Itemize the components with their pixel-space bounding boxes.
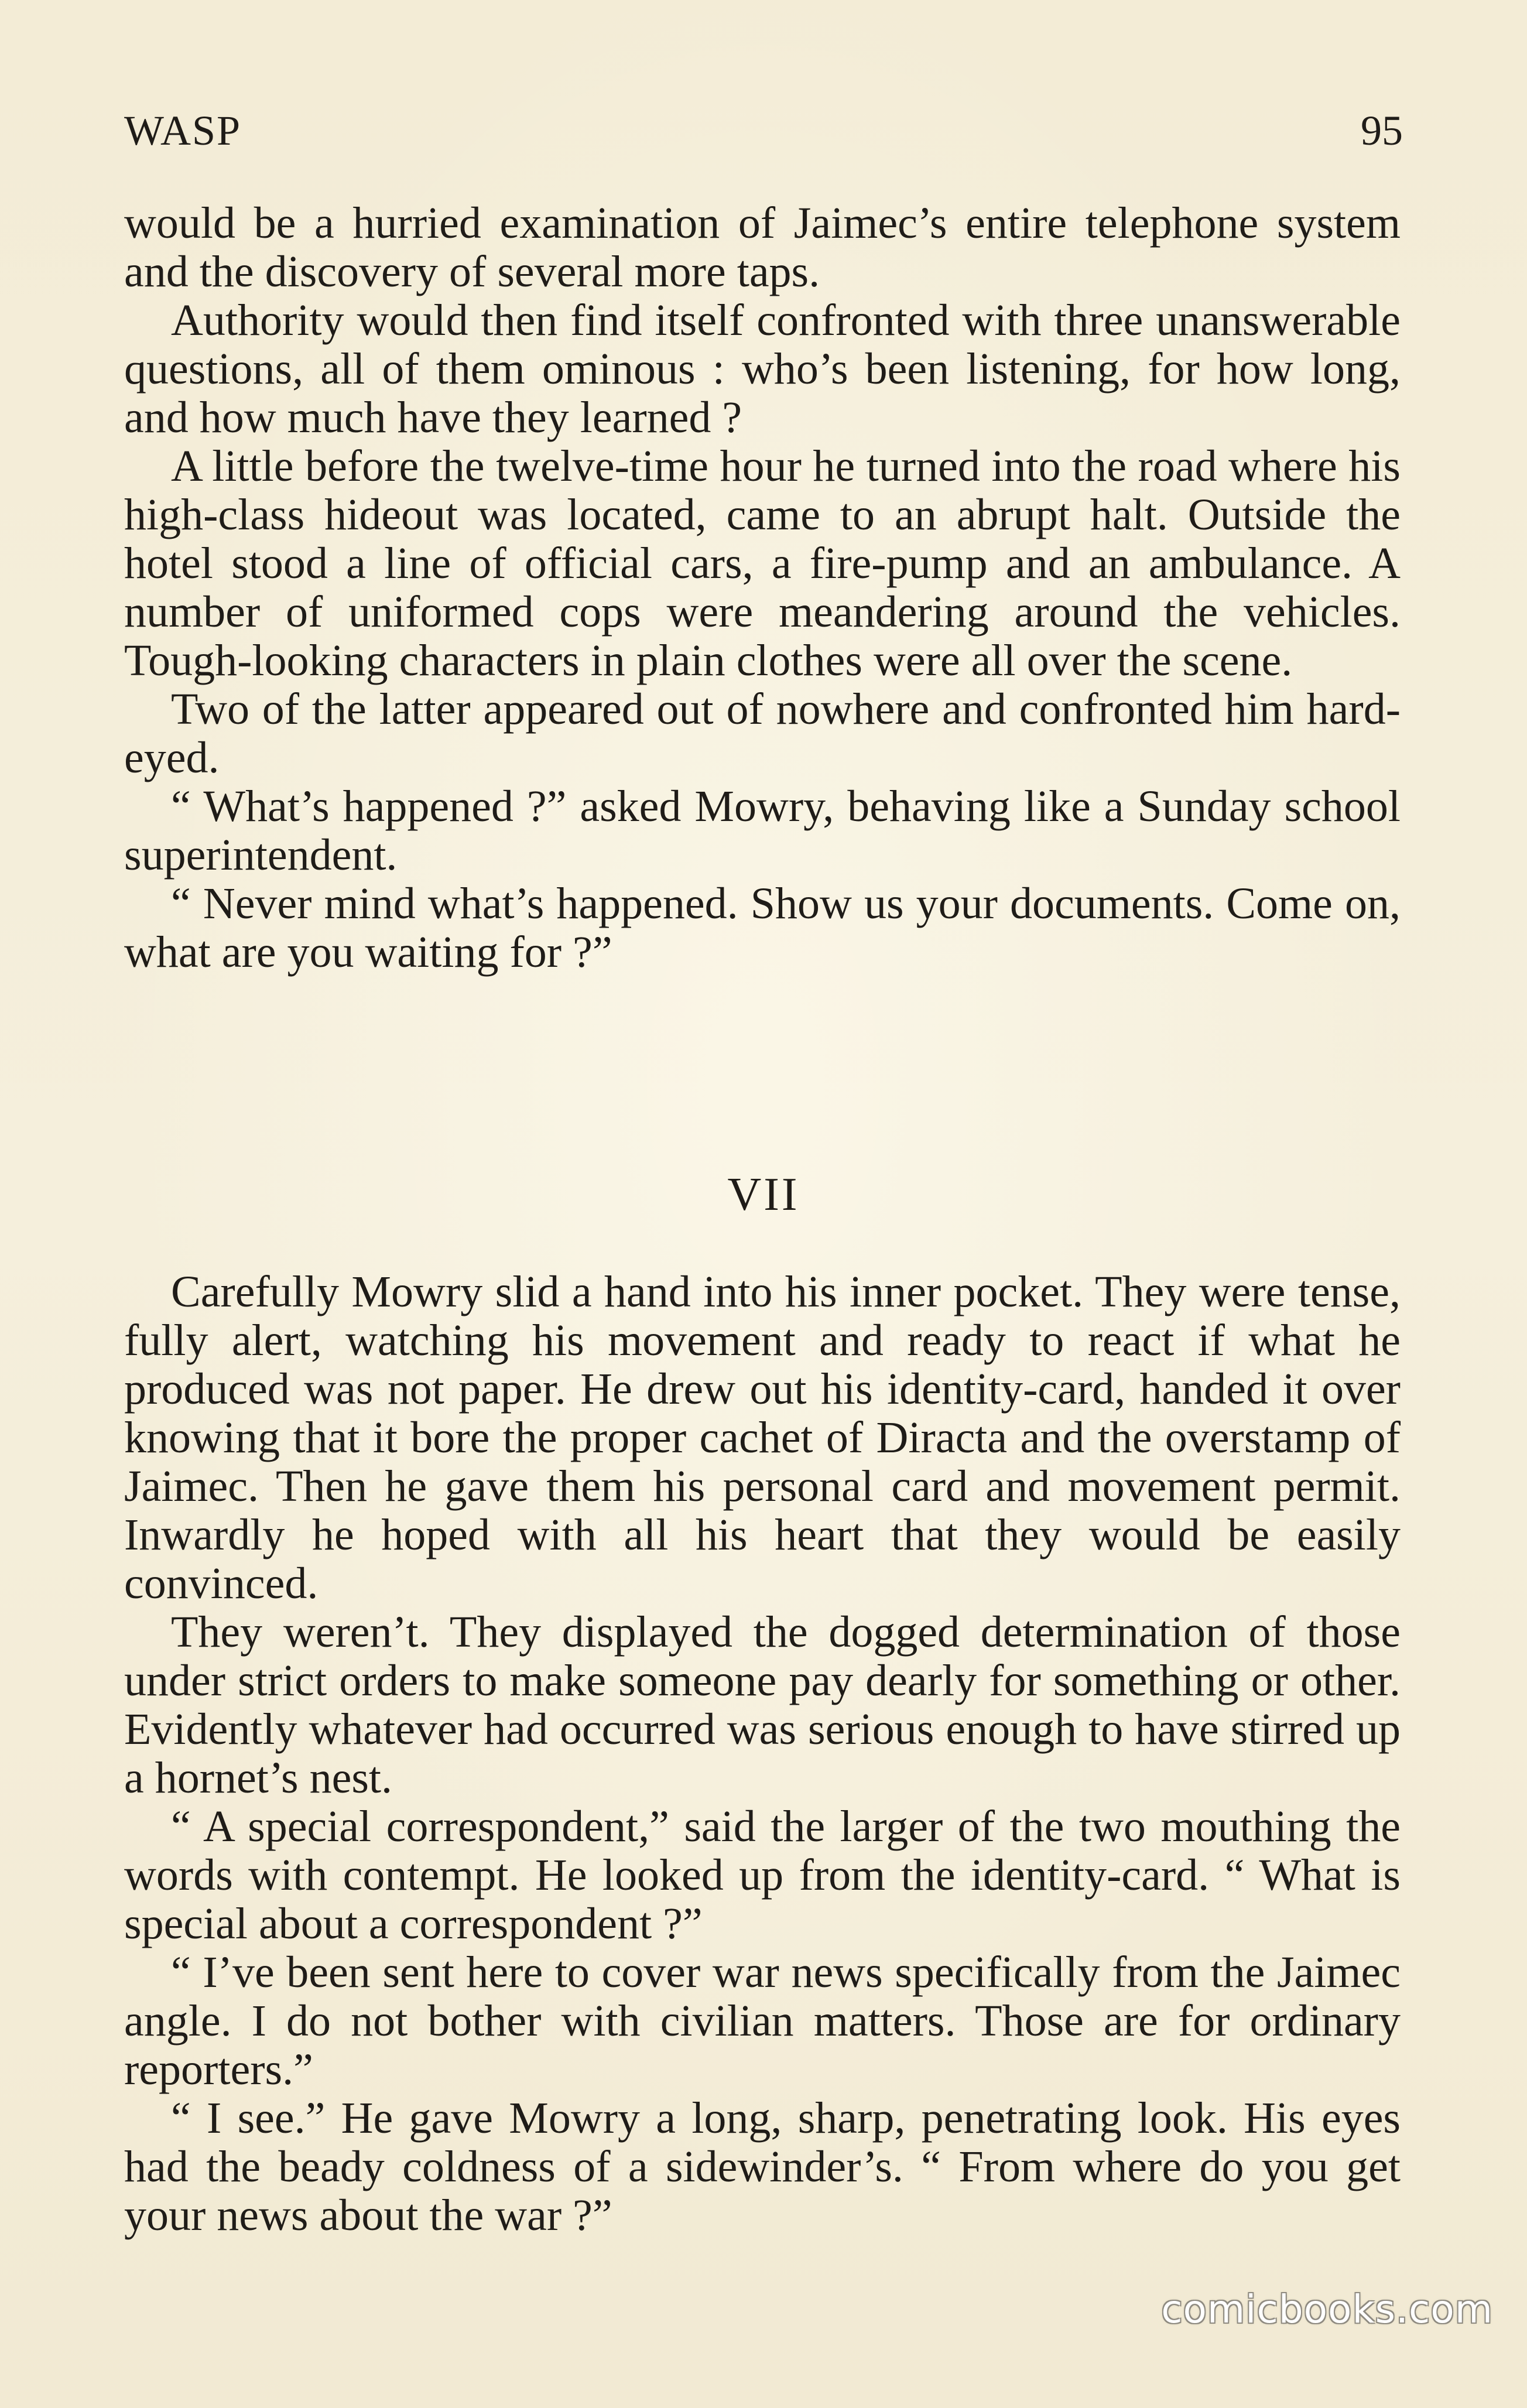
paragraph: Two of the latter appeared out of nowhere and confronted him hard-eyed. — [124, 685, 1401, 782]
page-header — [124, 98, 1403, 163]
paragraph: “ What’s happened ?” asked Mowry, behaving like a Sunday school superintendent. — [124, 782, 1401, 880]
paragraph: They weren’t. They displayed the dogged determination of those under strict orders to make someone pay dearly for something or other. Evidently whatever had occurred was serious enough to have stirred up a hornet’s nest. — [124, 1607, 1401, 1802]
paragraph: Authority would then find itself confronted with three unanswerable questions, all of them ominous : who’s been listening, for how long, and how much have they learned ? — [124, 296, 1401, 442]
paragraph: would be a hurried examination of Jaimec’s entire telephone system and the discovery of several more taps. — [124, 199, 1401, 296]
paragraph: “ I see.” He gave Mowry a long, sharp, penetrating look. His eyes had the beady coldness of a sidewinder’s. “ From where do you get your news about the war ?” — [124, 2094, 1401, 2240]
paragraph: Carefully Mowry slid a hand into his inner pocket. They were tense, fully alert, watching his movement and ready to react if what he produced was not paper. He drew out his identity-card, handed it over knowing that it bore the proper cachet of Diracta and the overstamp of Jaimec. Then he gave them his personal card and movement permit. Inwardly he hoped with all his heart that they would be easily convinced. — [124, 1267, 1401, 1608]
page-number: 95 — [1361, 107, 1403, 154]
running-head: WASP — [124, 107, 242, 154]
site-watermark: comicbooks.com — [1161, 2287, 1493, 2332]
paragraph: “ A special correspondent,” said the larger of the two mouthing the words with contempt. He looked up from the identity-card. “ What is special about a correspondent ?” — [124, 1802, 1401, 1948]
paragraph: “ I’ve been sent here to cover war news specifically from the Jaimec angle. I do not bother with civilian matters. Those are for ordinary reporters.” — [124, 1948, 1401, 2094]
text-block-before-chapter — [124, 199, 1401, 977]
paragraph: “ Never mind what’s happened. Show us your documents. Come on, what are you waiting for ?” — [124, 879, 1401, 977]
chapter-heading: VII — [727, 1169, 800, 1220]
paragraph: A little before the twelve-time hour he turned into the road where his high-class hideout was located, came to an abrupt halt. Outside the hotel stood a line of official cars, a fire-pump and an ambulance. A number of uniformed cops were meandering around the vehicles. Tough-looking characters in plain clothes were all over the scene. — [124, 442, 1401, 685]
text-block-chapter-seven — [124, 1268, 1401, 2240]
